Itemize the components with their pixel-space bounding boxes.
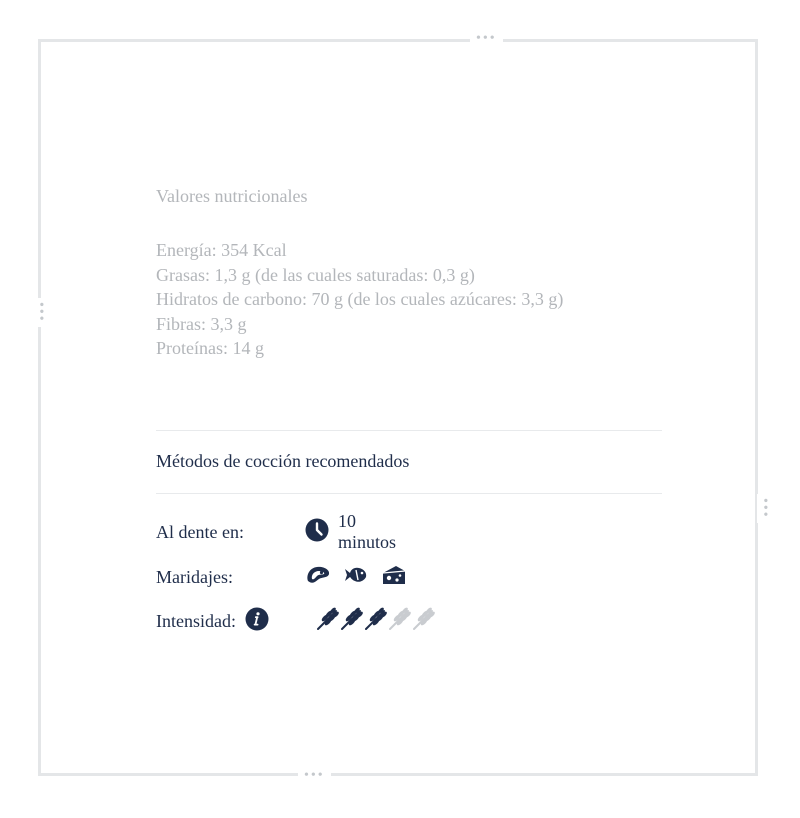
nutrition-item-carbs: Hidratos de carbono: 70 g (de los cuales azúcares: 3,3 g)	[156, 289, 564, 309]
pairings-icons	[305, 563, 407, 591]
wheat-icon-filled	[316, 607, 340, 636]
steak-icon	[305, 564, 331, 591]
wheat-icon-filled	[340, 607, 364, 636]
info-icon[interactable]	[245, 607, 269, 636]
fish-icon	[343, 564, 369, 591]
content-frame	[38, 39, 758, 776]
resize-handle-top[interactable]: •••	[470, 32, 503, 46]
clock-icon	[305, 518, 329, 547]
resize-handle-bottom[interactable]: •••	[298, 769, 331, 783]
divider	[156, 430, 662, 431]
al-dente-label: Al dente en:	[156, 521, 244, 542]
divider	[156, 493, 662, 494]
nutrition-list	[156, 238, 563, 361]
al-dente-value: 10 minutos	[338, 511, 397, 552]
intensity-rating	[316, 607, 436, 635]
wheat-icon-filled	[364, 607, 388, 636]
wheat-icon-empty	[388, 607, 412, 636]
wheat-icon-empty	[412, 607, 436, 636]
pairings-row	[156, 563, 233, 591]
al-dente-row	[156, 511, 397, 552]
nutrition-item-protein: Proteínas: 14 g	[156, 338, 264, 358]
nutrition-item-fiber: Fibras: 3,3 g	[156, 313, 247, 334]
nutrition-item-energy: Energía: 354 Kcal	[156, 240, 287, 260]
nutrition-title: Valores nutricionales	[156, 186, 308, 206]
resize-handle-right[interactable]: •••	[757, 494, 771, 523]
nutrition-item-fat: Grasas: 1,3 g (de las cuales saturadas: 0,3 g)	[156, 264, 475, 285]
resize-handle-left[interactable]: •••	[33, 298, 47, 327]
cheese-icon	[381, 564, 407, 591]
al-dente-value-group	[305, 511, 397, 552]
intensity-row	[156, 607, 269, 635]
cooking-title: Métodos de cocción recomendados	[156, 451, 410, 471]
intensity-label: Intensidad:	[156, 610, 236, 631]
pairings-label: Maridajes:	[156, 566, 233, 587]
